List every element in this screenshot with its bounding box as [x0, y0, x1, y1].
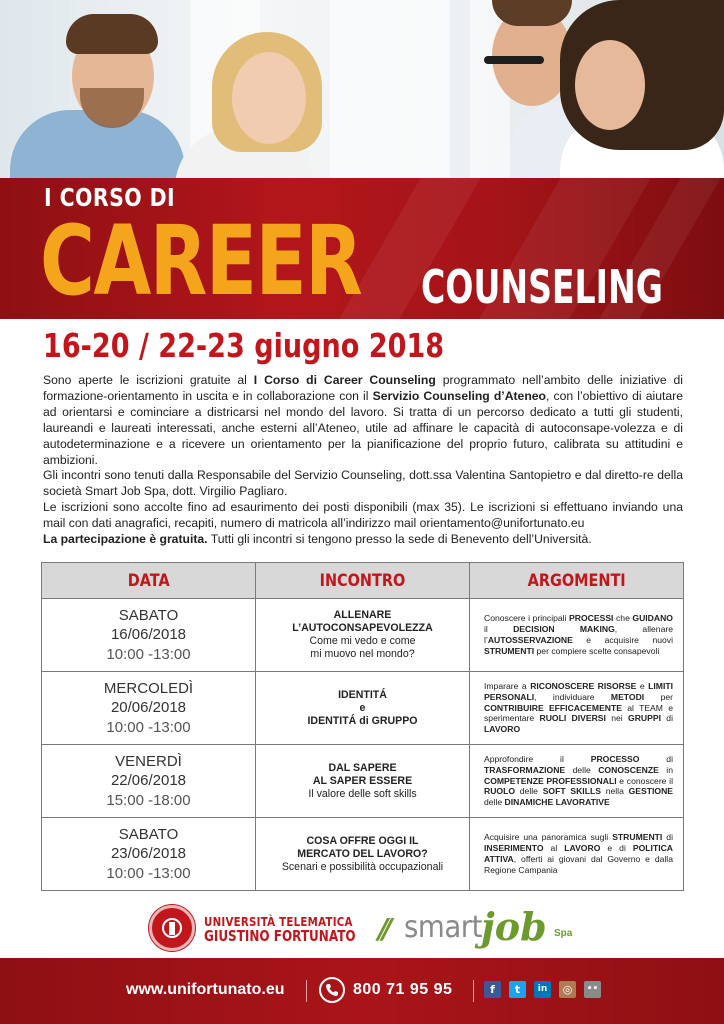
cell-argomenti — [470, 672, 684, 745]
incontro-line: mi muovo nel mondo? — [310, 648, 415, 660]
cell-date — [42, 599, 256, 672]
incontro-line: ALLENARE — [333, 609, 392, 621]
argomenti-text: di — [662, 832, 673, 843]
header-label: DATA — [127, 570, 170, 591]
incontro-line: IDENTITÁ di GRUPPO — [307, 714, 418, 727]
argomenti-text: GUIDANO — [632, 613, 673, 624]
incontro-line: L’AUTOCONSAPEVOLEZZA — [292, 622, 433, 634]
argomenti-text: STRUMENTI — [612, 832, 663, 843]
session-time: 10:00 -13:00 — [106, 718, 191, 736]
intro-paragraph — [43, 532, 683, 548]
argomenti-text: GRUPPI — [628, 713, 661, 724]
schedule-table — [41, 562, 684, 891]
argomenti-text: DECISION MAKING — [513, 624, 615, 635]
incontro-line: COSA OFFRE OGGI IL — [306, 834, 419, 847]
cell-argomenti — [470, 818, 684, 891]
header-argomenti — [470, 563, 684, 599]
text-span: programmato nell’ambito delle iniziative di formazione-orientamento in uscita e in collaborazione con il — [43, 373, 684, 403]
session-date: 22/06/2018 — [110, 772, 187, 790]
argomenti-text: e acquisire nuovi — [572, 635, 673, 645]
table-row — [42, 672, 684, 745]
argomenti-text: al TEAM e sperimentare — [484, 702, 673, 724]
website-link[interactable]: www.unifortunato.eu — [126, 981, 285, 998]
incontro-line: IDENTITÁ — [338, 688, 387, 701]
footer-divider — [306, 980, 307, 1002]
argomenti-text: GESTIONE — [628, 786, 674, 797]
argomenti-text: LAVORO — [564, 843, 601, 854]
session-day: MERCOLEDÌ — [103, 679, 194, 697]
cell-incontro — [256, 818, 470, 891]
cell-argomenti — [470, 599, 684, 672]
argomenti-text: Conoscere i principali — [484, 613, 570, 624]
argomenti-text: , individuare — [534, 691, 611, 702]
intro-paragraph — [43, 373, 683, 468]
partner-logo-smart: smart — [404, 910, 483, 945]
header-incontro — [256, 563, 470, 599]
argomenti-text: per — [644, 691, 673, 702]
incontro-line: Scenari e possibilità occupazionali — [281, 860, 444, 873]
argomenti-text: COMPETENZE PROFESSIONALI — [484, 775, 617, 786]
cell-incontro — [256, 745, 470, 818]
incontro-line: e — [359, 701, 366, 714]
partner-logo-spa: Spa — [554, 928, 573, 939]
argomenti-text: METODI — [610, 691, 645, 702]
instagram-icon[interactable]: ◎ — [559, 981, 576, 998]
service-name: Servizio Counseling d’Ateneo — [372, 388, 546, 403]
facebook-icon[interactable]: f — [484, 981, 501, 998]
argomenti-text: RICONOSCERE RISORSE — [530, 681, 637, 691]
argomenti-text: nella — [600, 786, 629, 797]
session-time: 10:00 -13:00 — [106, 645, 191, 663]
header-label: ARGOMENTI — [527, 570, 626, 591]
incontro-line: MERCATO DEL LAVORO? — [297, 847, 428, 860]
argomenti-text: al — [543, 843, 565, 854]
argomenti-text: PROCESSI — [569, 613, 614, 624]
footer-divider — [473, 980, 474, 1002]
incontro-line: Come mi vedo e come — [309, 635, 416, 647]
intro-paragraph: Le iscrizioni sono accolte fino ad esaurimento dei posti disponibili (max 35). Le iscrizioni si effettuano inviando una mail con dati anagrafici, recapiti, numero di matricola all’indirizzo mail orientamento@unifortunato.eu — [43, 500, 683, 531]
argomenti-text: nei — [605, 713, 629, 724]
university-seal-icon — [149, 905, 195, 951]
phone-icon — [319, 977, 345, 1003]
argomenti-text: RUOLO — [484, 786, 516, 797]
incontro-line: AL SAPER ESSERE — [312, 774, 413, 787]
argomenti-text: e di — [600, 843, 633, 854]
session-date: 16/06/2018 — [110, 626, 187, 644]
free-participation: La partecipazione è gratuita. — [43, 532, 208, 547]
session-day: VENERDÌ — [115, 752, 182, 770]
argomenti-text: di — [660, 713, 673, 724]
argomenti-text: Imparare a — [484, 681, 531, 691]
argomenti-text: delle — [515, 786, 543, 797]
header-data — [42, 563, 256, 599]
course-name: I Corso di Career Counseling — [253, 373, 436, 387]
argomenti-text: delle — [565, 764, 599, 775]
linkedin-icon[interactable]: in — [534, 981, 551, 998]
argomenti-text: delle — [484, 797, 505, 808]
table-row — [42, 599, 684, 672]
argomenti-text: RUOLI DIVERSI — [539, 713, 606, 724]
argomenti-text: Approfondire il — [484, 754, 591, 764]
partner-logo-job: job — [481, 904, 547, 949]
intro-text — [43, 373, 683, 548]
text-span: , con l’obiettivo di aiutare ad orientarsi e cominciare a districarsi nel mondo del lavoro. Si tratta di un percorso dedicato a tutti gli studenti, laureandi e laureati interessati, anche esterni all’Ateneo, utile ad affinare le capacità di autoconsape-volezza e di autodeterminazione e a ricevere un orientamento per la pianificazione del proprio futuro, calibrata su attitudini e ambizioni. — [43, 388, 684, 467]
course-title: CAREER — [40, 205, 362, 317]
incontro-line: Il valore delle soft skills — [308, 787, 417, 800]
argomenti-text: POLITICA ATTIVA — [484, 843, 673, 864]
argomenti-text: Acquisire una panoramica sugli — [484, 832, 613, 843]
table-row — [42, 745, 684, 818]
text-span: Sono aperte le iscrizioni gratuite al — [43, 373, 254, 387]
argomenti-text: e conoscere il — [616, 775, 673, 786]
argomenti-text: CONOSCENZE — [598, 764, 659, 775]
header-label: INCONTRO — [319, 570, 406, 591]
course-dates: 16-20 / 22-23 giugno 2018 — [43, 326, 445, 365]
argomenti-text: e — [636, 681, 649, 691]
session-date: 20/06/2018 — [110, 699, 187, 717]
argomenti-text: AUTOSSERVAZIONE — [487, 635, 573, 645]
university-name-line1: UNIVERSITÀ TELEMATICA — [204, 914, 353, 929]
twitter-icon[interactable]: t — [509, 981, 526, 998]
text-span: Tutti gli incontri si tengono presso la sede di Benevento dell’Università. — [207, 532, 592, 547]
session-date: 23/06/2018 — [110, 845, 187, 863]
cell-date — [42, 745, 256, 818]
session-time: 15:00 -18:00 — [106, 791, 191, 809]
intro-paragraph: Gli incontri sono tenuti dalla Responsabile del Servizio Counseling, dott.ssa Valentina Santopietro e dal diretto-re della società Smart Job Spa, dott. Virgilio Pagliaro. — [43, 468, 683, 499]
phone-number[interactable]: 800 71 95 95 — [353, 981, 453, 998]
course-subtitle: I CORSO DI — [44, 183, 176, 212]
cell-incontro — [256, 599, 470, 672]
argomenti-text: SOFT SKILLS — [542, 786, 601, 797]
session-time: 10:00 -13:00 — [106, 864, 191, 882]
incontro-line: DAL SAPERE — [328, 761, 397, 774]
argomenti-text: , allenare l’ — [484, 624, 673, 645]
table-header-row — [42, 563, 684, 599]
course-title-second: COUNSELING — [421, 260, 663, 314]
argomenti-text: STRUMENTI — [484, 645, 535, 656]
argomenti-text: TRASFORMAZIONE — [484, 764, 566, 775]
hero-photo — [0, 0, 724, 178]
table-row — [42, 818, 684, 891]
argomenti-text: PROCESSO — [590, 754, 640, 764]
argomenti-text: DINAMICHE LAVORATIVE — [504, 797, 610, 808]
flickr-icon[interactable]: •• — [584, 981, 601, 998]
session-day: SABATO — [118, 606, 179, 624]
argomenti-text: , offerti ai giovani dal Governo e dalla Regione Campania — [484, 854, 673, 875]
cell-incontro — [256, 672, 470, 745]
university-name-line2: GIUSTINO FORTUNATO — [204, 927, 356, 945]
argomenti-text: il — [484, 624, 514, 635]
cell-date — [42, 672, 256, 745]
partner-logo-slash: // — [378, 912, 387, 945]
argomenti-text: LIMITI PERSONALI — [484, 681, 673, 702]
argomenti-text: in — [658, 764, 673, 775]
argomenti-text: di — [639, 754, 673, 764]
argomenti-text: che — [613, 613, 633, 624]
cell-date — [42, 818, 256, 891]
argomenti-text: LAVORO — [484, 724, 521, 735]
argomenti-text: INSERIMENTO — [484, 843, 544, 854]
argomenti-text: CONTRIBUIRE EFFICACEMENTE — [484, 702, 622, 713]
session-day: SABATO — [118, 825, 179, 843]
argomenti-text: per compiere scelte consapevoli — [534, 645, 660, 656]
cell-argomenti — [470, 745, 684, 818]
